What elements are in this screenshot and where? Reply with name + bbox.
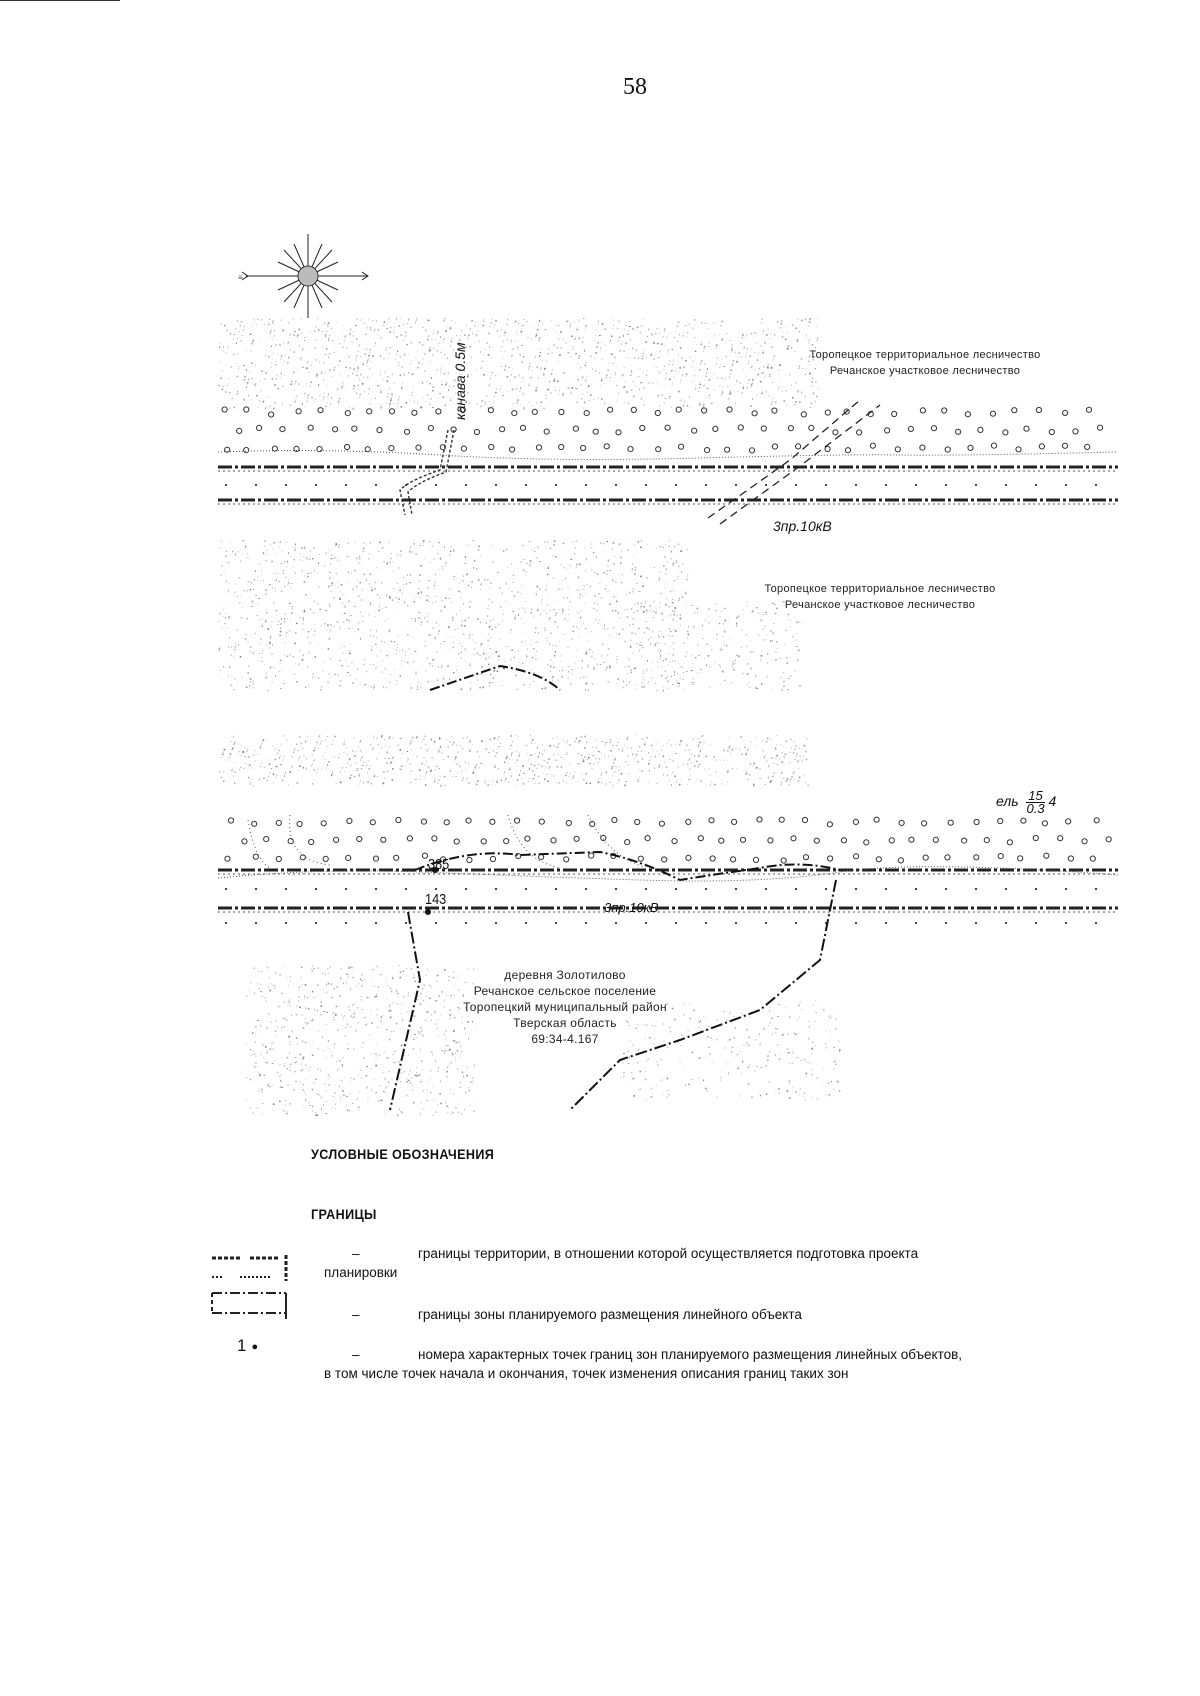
ditch-line <box>400 430 448 515</box>
legend-section-boundaries: ГРАНИЦЫ <box>311 1206 377 1222</box>
legend-title: УСЛОВНЫЕ ОБОЗНАЧЕНИЯ <box>311 1146 495 1162</box>
contour-1 <box>218 451 1118 460</box>
point-number-symbol: 1 ● <box>237 1336 259 1355</box>
texture-middle-right <box>640 600 800 691</box>
zone-boundary-left <box>390 912 420 1110</box>
ditch-label: канава 0.5м <box>452 342 468 420</box>
veg-boundary-4 <box>588 815 650 868</box>
tree-label: ель $\frac{15}{0.3}$ 4 <box>996 788 1057 816</box>
texture-middle <box>219 540 690 692</box>
texture-lower <box>218 735 808 787</box>
point-143-marker <box>425 909 431 915</box>
forest-symbols-2 <box>225 817 1111 863</box>
dot-row-3 <box>225 922 1097 924</box>
veg-boundary-1 <box>248 820 270 868</box>
forest-symbols-1 <box>222 407 1103 453</box>
compass-rose-icon <box>234 226 374 326</box>
page-number: 58 <box>623 74 647 100</box>
ditch-line-2 <box>408 430 454 515</box>
dot-row-2 <box>225 888 1097 890</box>
settlement-label: деревня Золотилово Речанское сельское поселение Торопецкий муниципальный район Тверская область 69:34-4.167 <box>463 968 667 1046</box>
legend-item-2: – границы зоны планируемого размещения линейного объекта <box>352 1307 802 1322</box>
zone-boundary-upper <box>415 852 840 880</box>
point-143-label: 143 <box>425 891 447 908</box>
boundary-symbol-icons <box>210 1253 292 1323</box>
zone-boundary-middle <box>430 666 560 690</box>
dot-row-1 <box>225 484 1097 486</box>
legend-item-3-cont: в том числе точек начала и окончания, точек изменения описания границ таких зон <box>324 1366 849 1381</box>
power-line-label-1: 3пр.10кВ <box>773 518 832 534</box>
legend-item-1: – границы территории, в отношении которой осуществляется подготовка проекта <box>352 1246 919 1261</box>
texture-top <box>219 318 820 410</box>
point-385-label: 385 <box>428 856 450 873</box>
power-line-1b <box>720 405 880 524</box>
legend-item-3: – номера характерных точек границ зон планируемого размещения линейных объектов, <box>352 1347 963 1362</box>
power-line-label-2: 3пр.10кВ <box>604 900 659 915</box>
legend-item-1-cont: планировки <box>324 1265 398 1280</box>
forestry-label-top: Торопецкое территориальное лесничество Речанское участковое лесничество <box>809 349 1041 377</box>
forestry-label-middle: Торопецкое территориальное лесничество Речанское участковое лесничество <box>764 583 996 611</box>
